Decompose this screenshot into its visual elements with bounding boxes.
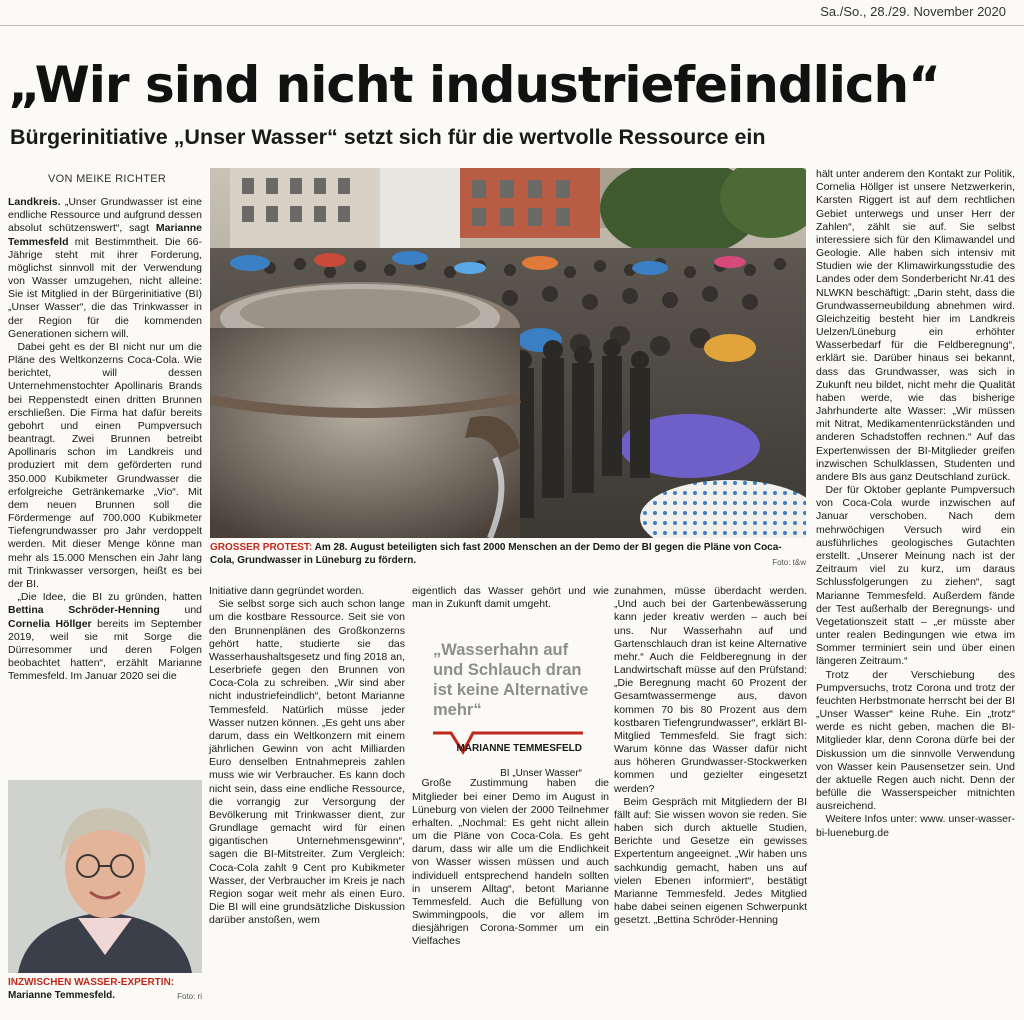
paragraph: Große Zustimmung haben die Mitglieder bei einer Demo im August in Lüneburg von vielen der 2000 Teilnehmer erhalten. „Nochmal: Es geht nicht allein um die Pläne von Coca-Cola. Es geht darum, dass wir alle um die Endlichkeit von Wasser wissen müssen und auch individuell entsprechend handeln sollten in unserem Alltag“, betont Marianne Temmesfeld. Auch die Befüllung von Swimmingpools, die vor allem im diesjährigen Corona-Sommer um ein Vielfaches (412, 777, 609, 948)
paragraph (8, 196, 202, 341)
paragraph: hält unter anderem den Kontakt zur Politik, Cornelia Höllger ist unsere Netzwerkerin, Karsten Riggert ist auf dem rechtlichen Gebiet unterwegs und unser Herr der Zahlen“, zählt sie auf. Sie selbst interessiere sich für den Klimawandel und Geologie. Alle haben sich intensiv mit Studien wie der Klimawirkungsstudie des Landes oder dem Sonderbericht Nr.41 des NLWKN beschäftigt: „Darin steht, dass die Grundwasserneubildung abnehmen wird. Gleichzeitig besteht hier im Landkreis Uelzen/Lüneburg ein erhöhter Wasserbedarf für die Feldberegnung“, erklärt sie. Darüber hinaus sei bekannt, dass das Grundwasser, was sich in Zukunft neu bildet, nicht mehr die Qualität haben werde, wie das bisherige Jahrhunderte alte Wasser: „Wir müssen mit Nitrat, Medikamentenrückständen und anderen Schadstoffen rechnen.“ Auf das Expertenwissen der BI-Mitglieder greifen inzwischen Schulklassen, Studenten und andere BIs aus ganz Deutschland zurück. (816, 168, 1015, 483)
paragraph: Initiative dann gegründet worden. (209, 585, 365, 597)
article-column-5 (816, 168, 1015, 840)
photo-credit: Foto: t&w (772, 558, 806, 567)
paragraph (8, 591, 202, 683)
paragraph: Der für Oktober geplante Pumpversuch von Coca-Cola wurde inzwischen auf Januar verschoben. Nach dem mehrwöchigen Versuch wird ein ausführliches geologisches Gutachten erstellt. „Unserer Meinung nach ist der Zeitraum viel zu kurz, um daraus Schlussfolgerungen zu ziehen“, sagt Marianne Temmesfeld. Außerdem fände der Test außerhalb der Beregnungs- und Vegetationszeit statt – „er müsste aber unter realen Bedingungen wie etwa im Sommer terminiert sein und über einen längeren Zeitraum.“ (816, 484, 1015, 668)
paragraph: Trotz der Verschiebung des Pumpversuchs, trotz Corona und trotz der feuchten Herbstmonate herrscht bei der BI „Unser Wasser“ keine Ruhe. Ein „trotz“ werde es nicht geben, machen die BI-Mitglieder klar, denn Corona dürfe bei der Diskussion um die sinnvolle Verwendung von Wasser kein Pausensetzer sein. Und der aktuelle Regen auch nicht. Denn der befülle die Wasserspeicher mitnichten ausreichend. (816, 668, 1015, 813)
text-run: „Unser Grundwasser ist eine endliche Ressource und aufgrund dessen absolut schützenswert“, sagt (8, 196, 202, 235)
text-run: und (159, 604, 202, 617)
portrait-caption (8, 976, 202, 1002)
dateline: Sa./So., 28./29. November 2020 (820, 4, 1006, 19)
pull-quote-author: MARIANNE TEMMESFELD (456, 743, 582, 754)
paragraph: Beim Gespräch mit Mitgliedern der BI fällt auf: Sie wissen wovon sie reden. Sie haben sich durch aktuelle Studien, Berichte und Gesetze ein gewisses Expertentum angeeignet. „Wir haben uns sachkundig gemacht, haben uns auf vielen Ebenen informiert“, bestätigt Marianne Temmesfeld. Jedes Mitglied habe dabei seinen eigenen Schwerpunkt gesetzt. „Bettina Schröder-Henning (614, 795, 807, 927)
portrait-credit: Foto: ri (177, 992, 202, 1001)
text-run: bereits im September 2019, weil sie mit Sorge die Dürresommer und deren Folgen beobachtet hatten“, erzählt Marianne Temmesfeld. Im Januar 2020 sei die (8, 617, 202, 683)
headline: „Wir sind nicht industriefeindlich“ (8, 56, 940, 114)
text-run: „Die Idee, die BI zu gründen, hatten (17, 591, 202, 604)
paragraph: zunahmen, müsse überdacht werden. „Und auch bei der Gartenbewässerung kann jeder kreativ werden – auch bei uns. Nur Wasserhahn auf und Gartenschlauch dran ist keine Alternative mehr.“ Auch die Feldberegnung in der Landwirtschaft müsse auf den Prüfstand: „Die Beregnung macht 60 Prozent der Gesamtwassermenge aus, davon kommen 70 bis 80 Prozent aus dem kostbaren Tiefengrundwasser“, erklärt BI-Mitglied Temmesfeld. Sie fragt sich: Warum könne das Wasser dafür nicht aus höheren Grundwasser-Stockwerken kommen und gezielter eingesetzt werden? (614, 585, 807, 795)
dateline-place: Landkreis. (8, 196, 61, 208)
demo-photo (210, 168, 806, 538)
caption-text: Marianne Temmesfeld. (8, 990, 116, 1001)
paragraph: Sie selbst sorge sich auch schon lange um die kostbare Ressource. Seit sie von den Brunnenplänen des Großkonzerns gehört hatte, studierte sie das Wasserhaushaltsgesetz und fing 2018 an, Leserbriefe gegen den Brunnen von Coca-Cola zu schreiben. „Wir sind aber nicht industriefeindlich“, betont Marianne Temmesfeld. Natürlich müsse jeder Wasser nutzen können. „Es geht uns aber darum, dass ein Weltkonzern mit einem jährlichen Gewinn von acht Milliarden Euro denselben Entnahmepreis zahlen muss wie wir Verbraucher. Es kann doch nicht sein, dass eine endliche Ressource, die vorrangig zur Versorgung der Bevölkerung mit Trinkwasser dient, zur Grundlage gemacht wird für einen gigantischen Unternehmensgewinn“, sagen die BI-Mitstreiter. Zum Vergleich: Coca-Cola zahlt 9 Cent pro Kubikmeter Wasser, der Verbraucher im Kreis je nach Region sogar weit mehr als einen Euro. Die BI will eine grundsätzliche Diskussion darüber anstoßen, wem (209, 598, 405, 927)
byline: VON MEIKE RICHTER (48, 173, 167, 185)
demo-photo-illustration (210, 168, 806, 538)
article-column-2 (209, 585, 405, 927)
caption-keyword: GROSSER PROTEST: (210, 542, 313, 553)
pull-quote: „Wasserhahn auf und Schlauch dran ist keine Alternative mehr“ (433, 641, 589, 720)
paragraph: Dabei geht es der BI nicht nur um die Pläne des Weltkonzerns Coca-Cola. Wie berichtet, will dessen Unternehmenstochter Apollinaris Brands bei Reppenstedt einen dritten Brunnen erschließen. Die Firma hat dafür bereits gebohrt und einen Pumpversuch beantragt. Zwei Brunnen betreibt Apollinaris schon im Landkreis und produziert mit dem geförderten rund 350.000 Kubikmeter Grundwasser die erfolgreiche Getränkemarke „Vio“. Mit dem neuen Brunnen soll die Fördermenge auf 700.000 Kubikmeter Tiefengrundwasser pro Jahr verdoppelt werden. Mit dieser Menge könne man mehr als 15.000 Menschen ein Jahr lang mit Trinkwasser versorgen, heißt es bei der BI. (8, 340, 202, 590)
photo-caption (210, 541, 806, 568)
pull-quote-role: BI „Unser Wasser“ (500, 768, 582, 779)
caption-text: Am 28. August beteiligten sich fast 2000 Menschen an der Demo der BI gegen die Pläne von Coca-Cola, Grundwasser in Lüneburg zu fördern. (210, 542, 782, 566)
info-link-paragraph: Weitere Infos unter: www. unser-wasser-bi-lueneburg.de (816, 813, 1015, 839)
top-rule (0, 25, 1024, 26)
person-name: Bettina Schröder-Henning (8, 604, 160, 617)
person-name: Marianne Temmesfeld (8, 222, 202, 248)
portrait-photo (8, 780, 202, 973)
paragraph: eigentlich das Wasser gehört und wie man in Zukunft damit umgeht. (412, 585, 609, 611)
article-column-1 (8, 196, 202, 683)
portrait-illustration (8, 780, 202, 973)
text-run: mit Bestimmtheit. Die 66-Jährige steht mit ihrer Forderung, möglichst sinnvoll mit der Verwendung von Wasser umzugehen, nicht alleine: Sie ist Mitglied in der Bürgerinitiative (BI) „Unser Wasser“, die das Trinkwasser in der Region für die kommenden Generationen sichern will. (8, 235, 202, 340)
subheadline: Bürgerinitiative „Unser Wasser“ setzt sich für die wertvolle Ressource ein (10, 125, 766, 149)
caption-keyword: INZWISCHEN WASSER-EXPERTIN: (8, 977, 175, 988)
article-column-4 (614, 585, 807, 927)
person-name: Cornelia Höllger (8, 617, 92, 630)
